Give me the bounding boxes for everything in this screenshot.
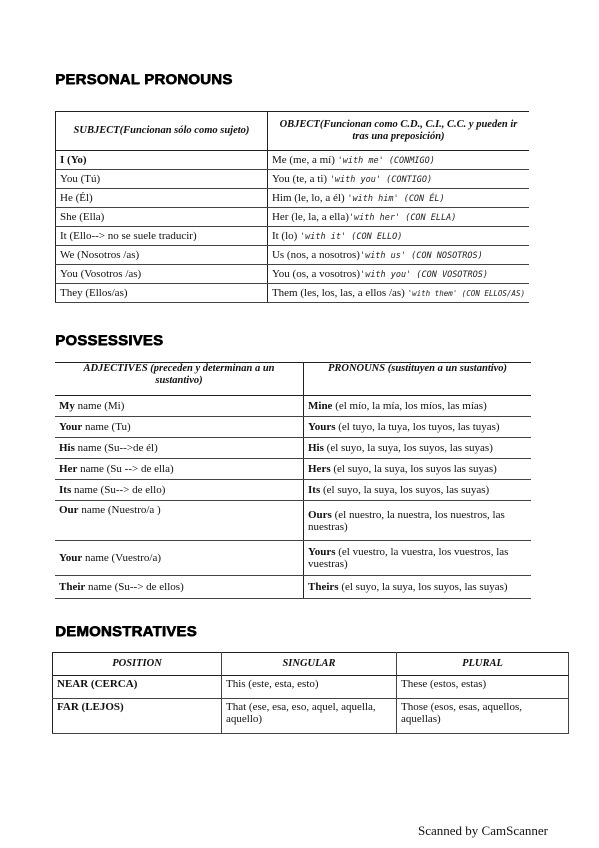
adjective-text: name (Nuestro/a ) xyxy=(78,504,161,516)
pronoun-word: Yours xyxy=(308,421,336,433)
table-row xyxy=(56,208,530,227)
object-cell: Them (les, los, las, a ellos /as) xyxy=(271,286,405,299)
adjective-word: Our xyxy=(59,504,79,516)
adjective-word: Their xyxy=(59,581,86,593)
pronoun-word: Hers xyxy=(308,463,331,475)
table-row xyxy=(56,246,530,265)
subject-header: SUBJECT(Funcionan sólo como sujeto) xyxy=(56,112,268,151)
adjectives-header: ADJECTIVES (preceden y determinan a un sustantivo) xyxy=(55,363,304,396)
table-row xyxy=(55,480,531,501)
pronoun-word: Its xyxy=(308,484,321,496)
table-row xyxy=(55,501,531,541)
pronoun-text: (el suyo, la suya, los suyos las suyas) xyxy=(330,463,497,475)
handwritten-note: 'with her' (CON ELLA) xyxy=(348,212,457,223)
pronoun-word: Mine xyxy=(308,400,333,412)
adjective-text: name (Su-->de él) xyxy=(74,442,158,454)
object-header: OBJECT(Funcionan como C.D., C.I., C.C. y pueden ir tras una preposición) xyxy=(267,112,529,151)
handwritten-note: 'with him' (CON ÉL) xyxy=(347,193,445,204)
handwritten-note: 'with me' (CONMIGO) xyxy=(337,155,435,166)
possessives-heading: POSSESSIVES xyxy=(55,332,164,349)
handwritten-note: 'with you' (CONTIGO) xyxy=(329,174,433,185)
handwritten-note: 'with them' (CON ELLOS/AS) xyxy=(407,288,525,298)
personal-pronouns-table xyxy=(55,111,529,303)
subject-cell: They (Ellos/as) xyxy=(60,287,128,299)
plural-header: PLURAL xyxy=(397,653,569,676)
pronoun-word: Yours xyxy=(308,546,336,558)
subject-cell: You (Vosotros /as) xyxy=(60,268,142,280)
subject-cell: I (Yo) xyxy=(60,154,87,166)
table-row xyxy=(56,189,530,208)
adjective-word: Its xyxy=(59,484,72,496)
handwritten-note: 'with it' (CON ELLO) xyxy=(300,231,403,242)
object-cell: Me (me, a mí) xyxy=(271,153,335,166)
position-cell: FAR (LEJOS) xyxy=(53,699,222,734)
adjective-text: name (Mi) xyxy=(74,400,125,412)
pronouns-header: PRONOUNS (sustituyen a un sustantivo) xyxy=(304,363,532,396)
table-row xyxy=(55,438,531,459)
object-cell: Him (le, lo, a él) xyxy=(271,191,345,204)
adjective-text: name (Su--> de ellos) xyxy=(85,581,184,593)
table-row xyxy=(55,541,531,576)
subject-cell: She (Ella) xyxy=(60,211,105,223)
adjective-word: His xyxy=(59,442,75,454)
pronoun-text: (el vuestro, la vuestra, los vuestros, las vuestras) xyxy=(308,546,509,570)
pronoun-text: (el mío, la mía, los míos, las mías) xyxy=(332,400,487,412)
table-row xyxy=(53,699,569,734)
table-row xyxy=(56,170,530,189)
singular-cell: This (este, esta, esto) xyxy=(222,676,397,699)
adjective-text: name (Su--> de ello) xyxy=(71,484,166,496)
plural-cell: These (estos, estas) xyxy=(397,676,569,699)
pronoun-word: Ours xyxy=(308,508,332,521)
adjective-text: name (Vuestro/a) xyxy=(82,552,161,564)
pronoun-text: (el tuyo, la tuya, los tuyos, las tuyas) xyxy=(335,421,500,433)
adjective-text: name (Su --> de ella) xyxy=(77,463,174,475)
object-cell: Her (le, la, a ella) xyxy=(271,210,349,223)
subject-cell: You (Tú) xyxy=(60,173,101,185)
object-cell: You (os, a vosotros) xyxy=(271,267,361,280)
table-row xyxy=(55,396,531,417)
pronoun-text: (el suyo, la suya, los suyos, las suyas) xyxy=(338,581,508,593)
pronoun-text: (el suyo, la suya, los suyos, las suyas) xyxy=(323,442,493,454)
table-row xyxy=(56,227,530,246)
singular-header: SINGULAR xyxy=(222,653,397,676)
plural-cell: Those (esos, esas, aquellos, aquellas) xyxy=(397,699,569,734)
demonstratives-heading: DEMONSTRATIVES xyxy=(55,623,197,640)
adjective-word: My xyxy=(59,400,75,412)
personal-pronouns-heading: PERSONAL PRONOUNS xyxy=(55,71,233,88)
object-cell: Us (nos, a nosotros) xyxy=(271,248,360,261)
table-row xyxy=(55,417,531,438)
adjective-word: Her xyxy=(59,463,78,475)
table-row xyxy=(55,459,531,480)
subject-cell: We (Nosotros /as) xyxy=(60,249,140,261)
table-row xyxy=(56,265,530,284)
singular-cell: That (ese, esa, eso, aquel, aquella, aquello) xyxy=(222,699,397,734)
possessives-table xyxy=(55,362,531,599)
scanner-footer: Scanned by CamScanner xyxy=(418,823,548,838)
table-row xyxy=(56,151,530,170)
pronoun-word: His xyxy=(308,442,324,454)
table-row xyxy=(56,284,530,303)
subject-cell: He (Él) xyxy=(60,192,93,204)
subject-cell: It (Ello--> no se suele traducir) xyxy=(60,230,197,242)
table-row xyxy=(53,676,569,699)
object-cell: It (lo) xyxy=(271,229,298,242)
position-header: POSITION xyxy=(53,653,222,676)
pronoun-text: (el nuestro, la nuestra, los nuestros, las nuestras) xyxy=(308,508,505,533)
table-row xyxy=(55,576,531,599)
adjective-word: Your xyxy=(59,421,83,433)
handwritten-note: 'with us' (CON NOSOTROS) xyxy=(359,250,483,261)
object-cell: You (te, a ti) xyxy=(271,172,328,185)
pronoun-word: Theirs xyxy=(308,581,339,593)
position-cell: NEAR (CERCA) xyxy=(53,676,222,699)
adjective-word: Your xyxy=(59,552,83,564)
handwritten-note: 'with you' (CON VOSOTROS) xyxy=(360,269,489,280)
pronoun-text: (el suyo, la suya, los suyos, las suyas) xyxy=(320,484,490,496)
demonstratives-table xyxy=(52,652,569,734)
adjective-text: name (Tu) xyxy=(82,421,131,433)
